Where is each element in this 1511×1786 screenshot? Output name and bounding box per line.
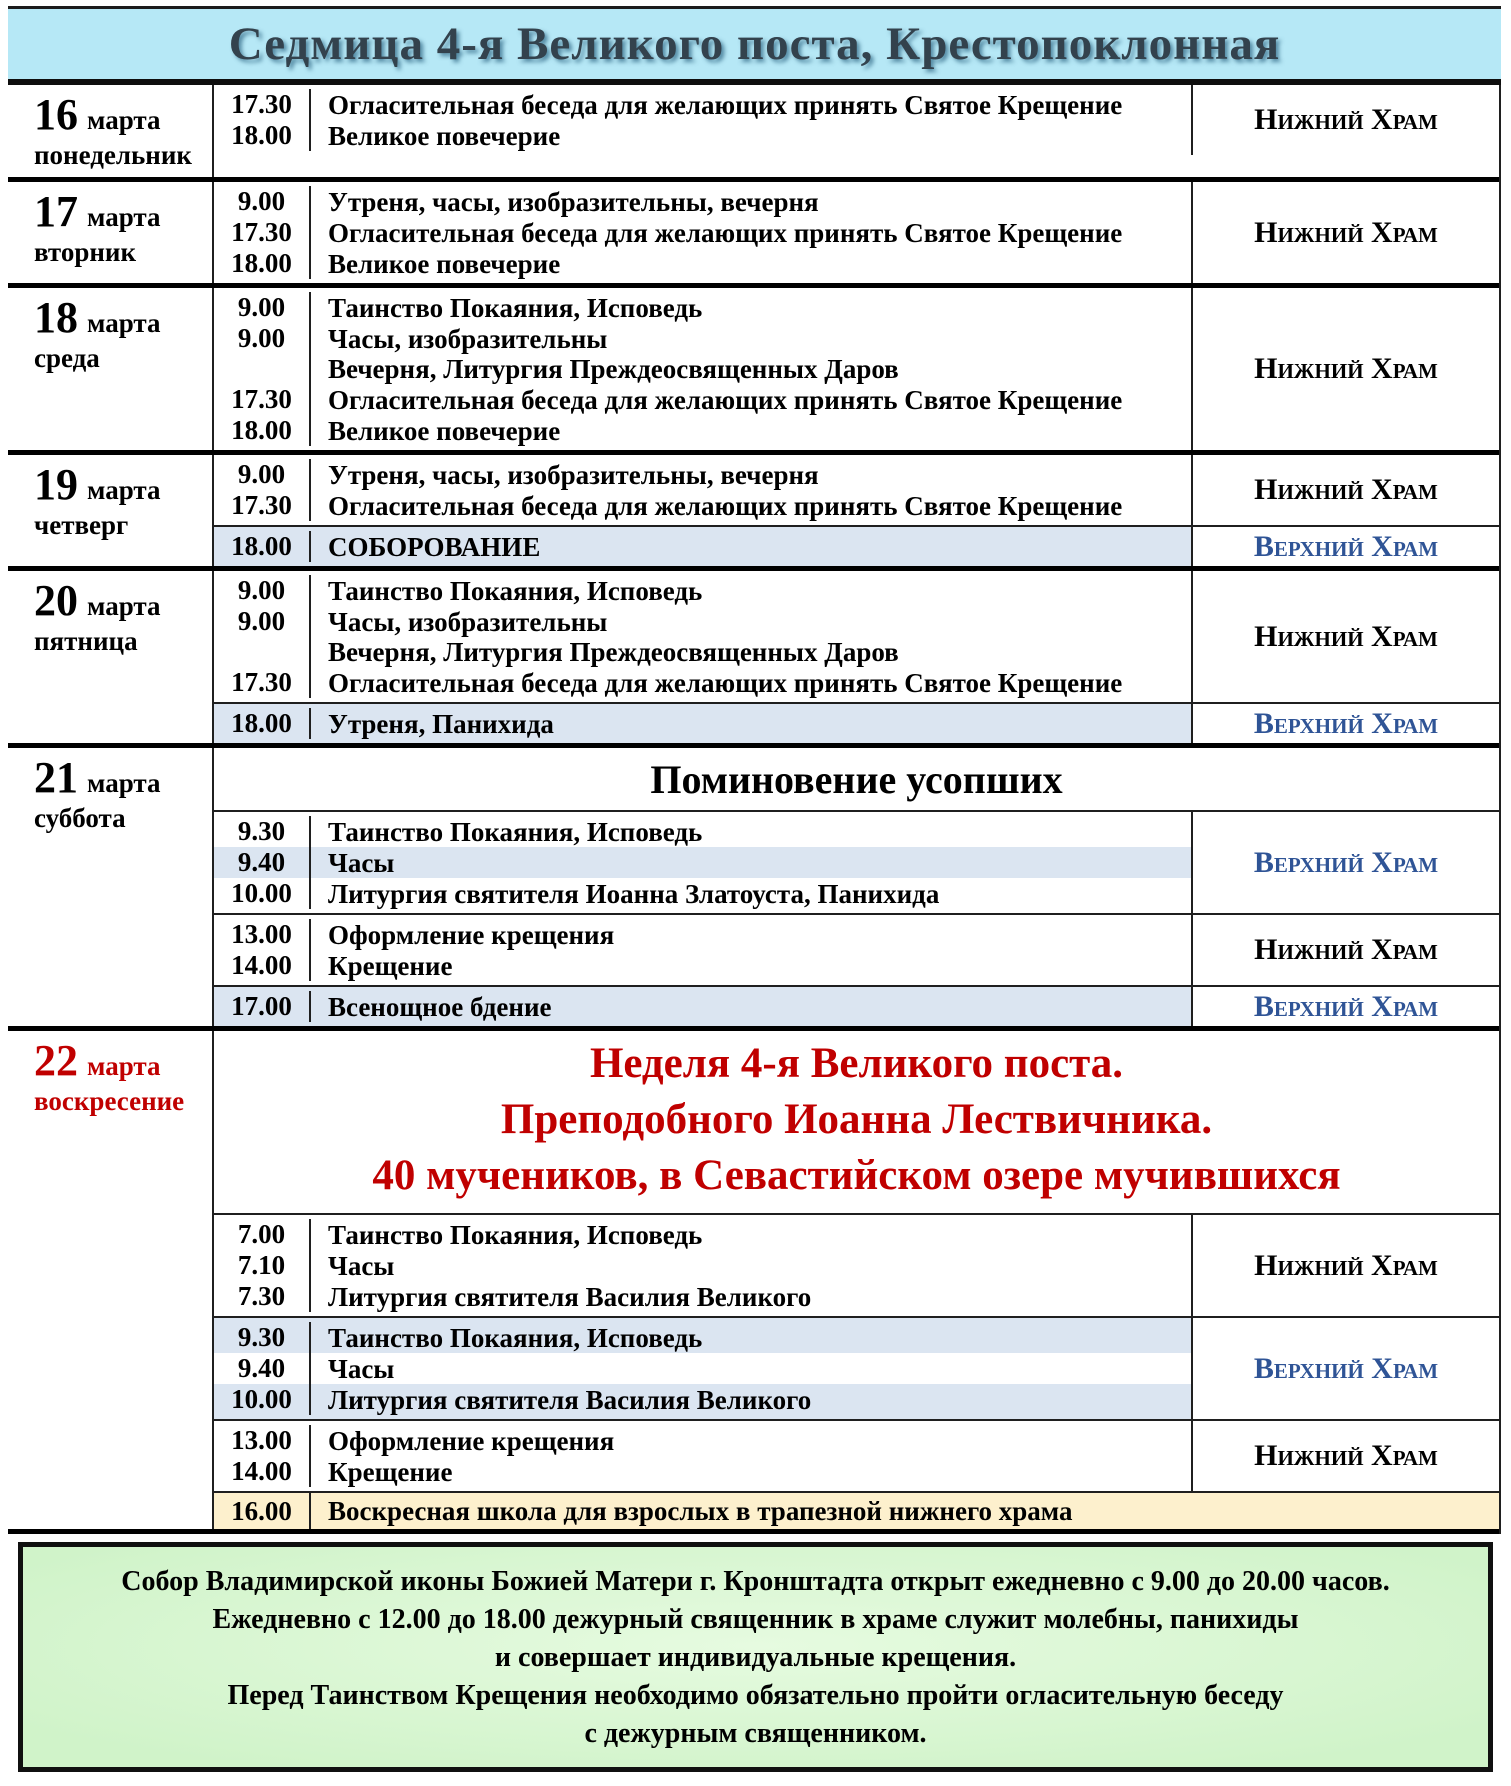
- date-weekday: четверг: [34, 510, 129, 540]
- date-top: [34, 293, 208, 342]
- event-cell: Вечерня, Литургия Преждеосвященных Даров: [328, 354, 899, 384]
- service-line: [214, 120, 1191, 155]
- time-cell: 7.00: [214, 1219, 311, 1250]
- service-line: [214, 248, 1191, 283]
- service-lines: [214, 704, 1191, 743]
- time-cell: [214, 354, 311, 384]
- service-line: [214, 384, 1191, 415]
- service-lines: [214, 182, 1191, 283]
- time-cell: 9.00: [214, 459, 311, 490]
- church-cell: Верхний Храм: [1191, 1318, 1499, 1419]
- church-cell: Нижний Храм: [1191, 182, 1499, 283]
- service-lines: [214, 1421, 1191, 1491]
- date-weekday: понедельник: [34, 140, 192, 170]
- schedule-block: [214, 525, 1499, 566]
- service-line: [214, 1456, 1191, 1491]
- service-line: [214, 915, 1191, 950]
- service-line: [214, 415, 1191, 450]
- church-cell: Верхний Храм: [1191, 987, 1499, 1026]
- day-row-22: [8, 1031, 1499, 1534]
- event-cell: Всенощное бдение: [328, 991, 552, 1022]
- time-cell: 10.00: [214, 1384, 311, 1415]
- date-number: 18: [34, 293, 78, 342]
- service-lines: [214, 812, 1191, 913]
- event-cell: Утреня, часы, изобразительны, вечерня: [328, 459, 819, 490]
- church-cell: Верхний Храм: [1191, 704, 1499, 743]
- event-cell: Оформление крещения: [328, 1425, 615, 1456]
- time-cell: 17.30: [214, 667, 311, 698]
- footer-line: Собор Владимирской иконы Божией Матери г. Кронштадта открыт ежедневно с 9.00 до 20.00 часов.: [121, 1566, 1390, 1597]
- day-content: [214, 455, 1499, 566]
- banner-line: Поминовение усопших: [650, 757, 1063, 802]
- footer-line: Перед Таинством Крещения необходимо обязательно пройти огласительную беседу: [227, 1680, 1284, 1711]
- service-line: [214, 878, 1191, 913]
- event-cell: Огласительная беседа для желающих принять Святое Крещение: [328, 89, 1123, 120]
- service-line: [214, 527, 1191, 566]
- time-cell: 7.10: [214, 1250, 311, 1281]
- banner-line: 40 мучеников, в Севастийском озере мучившихся: [372, 1152, 1341, 1199]
- day-content: [214, 1031, 1499, 1529]
- date-month: марта: [87, 591, 161, 621]
- date-weekday: воскресение: [34, 1086, 185, 1116]
- event-cell: Крещение: [328, 950, 453, 981]
- service-line: [214, 571, 1191, 606]
- day-row-16: [8, 85, 1499, 182]
- service-lines: [214, 288, 1191, 450]
- service-line: [214, 288, 1191, 323]
- banner-line: Неделя 4-я Великого поста.: [589, 1040, 1124, 1087]
- service-line: [214, 1384, 1191, 1419]
- date-month: марта: [87, 202, 161, 232]
- service-line: [214, 704, 1191, 743]
- day-row-21: [8, 748, 1499, 1031]
- date-top: [34, 187, 208, 236]
- event-cell: Таинство Покаяния, Исповедь: [328, 1322, 703, 1353]
- time-cell: 18.00: [214, 120, 311, 151]
- service-line: [214, 812, 1191, 847]
- day-content: [214, 288, 1499, 450]
- date-weekday: вторник: [34, 237, 137, 267]
- time-cell: 9.40: [214, 1353, 311, 1384]
- date-cell: [8, 85, 214, 177]
- church-cell: Нижний Храм: [1191, 288, 1499, 450]
- date-month: марта: [87, 475, 161, 505]
- date-number: 21: [34, 753, 78, 802]
- event-cell: Таинство Покаяния, Исповедь: [328, 575, 703, 606]
- banner-line: Преподобного Иоанна Лествичника.: [500, 1096, 1213, 1143]
- service-line: [214, 490, 1191, 525]
- time-cell: 14.00: [214, 1456, 311, 1487]
- date-cell: [8, 748, 214, 1026]
- time-cell: 13.00: [214, 919, 311, 950]
- church-cell: Верхний Храм: [1191, 527, 1499, 566]
- schedule-block: [214, 1419, 1499, 1491]
- date-top: [34, 576, 208, 625]
- service-line: [214, 1318, 1191, 1353]
- event-cell: Часы, изобразительны: [328, 606, 608, 637]
- event-cell: Огласительная беседа для желающих принять Святое Крещение: [328, 384, 1123, 415]
- date-number: 22: [34, 1036, 78, 1085]
- church-cell: Нижний Храм: [1191, 85, 1499, 155]
- event-cell: Литургия святителя Василия Великого: [328, 1281, 812, 1312]
- event-cell: Утреня, Панихида: [328, 708, 554, 739]
- time-cell: 17.00: [214, 991, 311, 1022]
- time-cell: 18.00: [214, 708, 311, 739]
- service-line: [214, 987, 1191, 1026]
- sunday-feast-banner: [214, 1031, 1499, 1213]
- service-line: [214, 354, 1191, 384]
- church-cell: Нижний Храм: [1191, 571, 1499, 702]
- service-line: [214, 1250, 1191, 1281]
- time-cell: 17.30: [214, 490, 311, 521]
- day-row-18: [8, 288, 1499, 455]
- event-cell: Литургия святителя Иоанна Златоуста, Панихида: [328, 878, 940, 909]
- time-cell: 9.00: [214, 186, 311, 217]
- date-weekday: суббота: [34, 803, 126, 833]
- date-top: [34, 460, 208, 509]
- event-cell: Великое повечерие: [328, 248, 561, 279]
- schedule-block: [214, 810, 1499, 913]
- time-cell: 14.00: [214, 950, 311, 981]
- day-content: [214, 748, 1499, 1026]
- service-line: [214, 1421, 1191, 1456]
- date-cell: [8, 1031, 214, 1529]
- service-line: [214, 950, 1191, 985]
- date-top: [34, 1036, 208, 1085]
- date-month: марта: [87, 308, 161, 338]
- event-cell: Огласительная беседа для желающих принять Святое Крещение: [328, 490, 1123, 521]
- date-month: марта: [87, 768, 161, 798]
- service-line: [214, 847, 1191, 878]
- event-cell: Огласительная беседа для желающих принять Святое Крещение: [328, 217, 1123, 248]
- service-line: [214, 1281, 1191, 1316]
- schedule-block: [214, 182, 1499, 283]
- service-line: [214, 1215, 1191, 1250]
- memorial-banner: [214, 748, 1499, 810]
- day-row-20: [8, 571, 1499, 748]
- day-row-19: [8, 455, 1499, 571]
- day-content: [214, 571, 1499, 743]
- service-lines: [214, 527, 1191, 566]
- service-lines: [214, 1318, 1191, 1419]
- date-weekday: пятница: [34, 626, 138, 656]
- event-cell: Великое повечерие: [328, 120, 561, 151]
- event-cell: Оформление крещения: [328, 919, 615, 950]
- service-line: [214, 637, 1191, 667]
- schedule-block: [214, 288, 1499, 450]
- time-cell: 9.00: [214, 575, 311, 606]
- service-line: [214, 606, 1191, 637]
- event-cell: Литургия святителя Василия Великого: [328, 1384, 812, 1415]
- event-cell: Таинство Покаяния, Исповедь: [328, 1219, 703, 1250]
- event-cell: Таинство Покаяния, Исповедь: [328, 816, 703, 847]
- time-cell: 9.00: [214, 323, 311, 354]
- day-content: [214, 182, 1499, 283]
- event-cell: Часы: [328, 1250, 395, 1281]
- church-cell: Нижний Храм: [1191, 915, 1499, 985]
- footer-line: и совершает индивидуальные крещения.: [494, 1642, 1017, 1673]
- time-cell: 18.00: [214, 415, 311, 446]
- time-cell: [214, 637, 311, 667]
- time-cell: 7.30: [214, 1281, 311, 1312]
- church-cell: Нижний Храм: [1191, 1215, 1499, 1316]
- service-lines: [214, 455, 1191, 525]
- footer-line: Ежедневно с 12.00 до 18.00 дежурный священник в храме служит молебны, панихиды: [212, 1604, 1299, 1635]
- time-cell: 17.30: [214, 89, 311, 120]
- schedule-block: [214, 455, 1499, 525]
- time-cell: 10.00: [214, 878, 311, 909]
- service-line: [214, 323, 1191, 354]
- time-cell: 9.40: [214, 847, 311, 878]
- church-cell: Верхний Храм: [1191, 812, 1499, 913]
- service-lines: [214, 1215, 1191, 1316]
- service-line: [214, 182, 1191, 217]
- event-cell: Часы: [328, 847, 395, 878]
- event-cell: СОБОРОВАНИЕ: [328, 531, 541, 562]
- date-top: [34, 90, 208, 139]
- church-cell: Нижний Храм: [1191, 1421, 1499, 1491]
- service-line: [214, 217, 1191, 248]
- schedule-block: [214, 702, 1499, 743]
- time-cell: 18.00: [214, 531, 311, 562]
- service-line: [214, 455, 1191, 490]
- church-cell: Нижний Храм: [1191, 455, 1499, 525]
- date-number: 16: [34, 90, 78, 139]
- day-row-17: [8, 182, 1499, 288]
- event-cell: Часы, изобразительны: [328, 323, 608, 354]
- day-content: [214, 85, 1499, 177]
- schedule-block: [214, 1213, 1499, 1316]
- time-cell: 9.00: [214, 606, 311, 637]
- schedule-block: [214, 913, 1499, 985]
- service-lines: [214, 915, 1191, 985]
- event-cell: Огласительная беседа для желающих принять Святое Крещение: [328, 667, 1123, 698]
- service-line: [214, 85, 1191, 120]
- event-cell: Часы: [328, 1353, 395, 1384]
- date-cell: [8, 288, 214, 450]
- event-cell: Утреня, часы, изобразительны, вечерня: [328, 186, 819, 217]
- time-cell: 16.00: [214, 1493, 311, 1529]
- date-cell: [8, 571, 214, 743]
- date-month: марта: [87, 1051, 161, 1081]
- event-cell: Великое повечерие: [328, 415, 561, 446]
- schedule-table: [8, 85, 1501, 1534]
- event-cell: Воскресная школа для взрослых в трапезной нижнего храма: [328, 1496, 1073, 1526]
- event-cell: Вечерня, Литургия Преждеосвященных Даров: [328, 637, 899, 667]
- schedule-block: [214, 985, 1499, 1026]
- schedule-block: [214, 1316, 1499, 1419]
- date-number: 19: [34, 460, 78, 509]
- footer-line: с дежурным священником.: [584, 1718, 927, 1749]
- footer-note: [18, 1542, 1493, 1772]
- date-top: [34, 753, 208, 802]
- date-number: 17: [34, 187, 78, 236]
- date-weekday: среда: [34, 343, 100, 373]
- service-line: [214, 667, 1191, 702]
- time-cell: 17.30: [214, 384, 311, 415]
- date-number: 20: [34, 576, 78, 625]
- time-cell: 9.00: [214, 292, 311, 323]
- service-lines: [214, 85, 1191, 155]
- time-cell: 17.30: [214, 217, 311, 248]
- service-line: [214, 1353, 1191, 1384]
- date-month: марта: [87, 105, 161, 135]
- sunday-school-row: [214, 1491, 1499, 1529]
- service-lines: [214, 571, 1191, 702]
- service-lines: [214, 987, 1191, 1026]
- time-cell: 9.30: [214, 1322, 311, 1353]
- page-title-text: Седмица 4-я Великого поста, Крестопоклонная: [228, 18, 1281, 70]
- time-cell: 9.30: [214, 816, 311, 847]
- event-cell: Крещение: [328, 1456, 453, 1487]
- time-cell: 13.00: [214, 1425, 311, 1456]
- schedule-block: [214, 571, 1499, 702]
- date-cell: [8, 455, 214, 566]
- date-cell: [8, 182, 214, 283]
- page-title: [8, 6, 1501, 85]
- event-cell: Таинство Покаяния, Исповедь: [328, 292, 703, 323]
- time-cell: 18.00: [214, 248, 311, 279]
- schedule-block: [214, 85, 1499, 155]
